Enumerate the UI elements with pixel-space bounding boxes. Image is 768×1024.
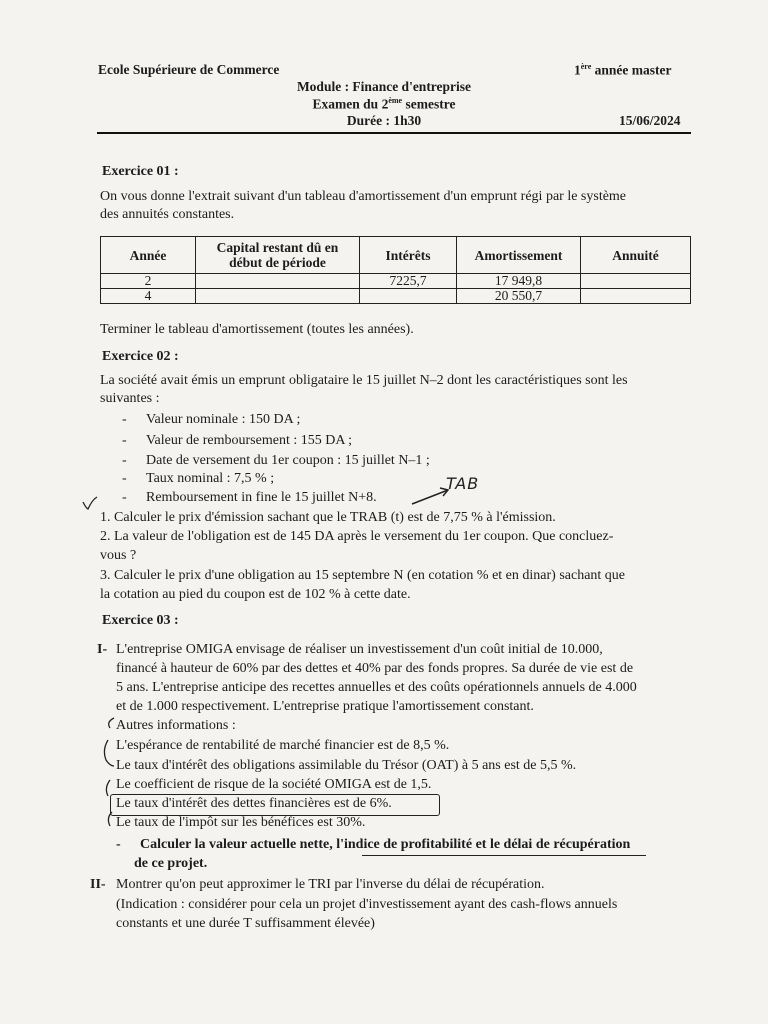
table-cell: [581, 289, 691, 304]
column-header-annuity: Annuité: [581, 237, 691, 274]
part-2-line-1: Montrer qu'on peut approximer le TRI par l'inverse du délai de récupération.: [116, 877, 545, 892]
table-row: [101, 289, 691, 304]
exercise-2-question-2-line-2: vous ?: [100, 548, 137, 563]
part-1-label: I-: [97, 642, 108, 657]
table-cell: 17 949,8: [457, 274, 581, 289]
table-cell: [360, 289, 457, 304]
header-divider: [97, 132, 691, 134]
table-cell: [196, 289, 360, 304]
exercise-2-question-3-line-2: la cotation au pied du coupon est de 102 % à cette date.: [100, 587, 411, 602]
table-header-row: [101, 237, 691, 274]
exercise-3-title: Exercice 03 :: [102, 613, 179, 628]
other-info-item: Le coefficient de risque de la société OMIGA est de 1,5.: [116, 777, 432, 792]
part-1-line: financé à hauteur de 60% par des dettes et 40% par des fonds propres. Sa durée de vie est de: [116, 661, 634, 676]
handwritten-bracket-icon: [98, 714, 120, 834]
part-2-label: II-: [90, 877, 106, 892]
other-info-item: Le taux d'intérêt des obligations assimilable du Trésor (OAT) à 5 ans est de 5,5 %.: [116, 758, 577, 773]
part-1-task-line-2: de ce projet.: [134, 856, 208, 871]
part-2-line-3: constants et une durée T suffisamment élevée): [116, 916, 375, 931]
exercise-2-question-2-line-1: 2. La valeur de l'obligation est de 145 DA après le versement du 1er coupon. Que concluez-: [100, 529, 614, 544]
part-2-line-2: (Indication : considérer pour cela un projet d'investissement ayant des cash-flows annuels: [116, 897, 618, 912]
table-cell: 7225,7: [360, 274, 457, 289]
part-1-line: 5 ans. L'entreprise anticipe des recettes annuelles et des coûts opérationnels annuels de 4.000: [116, 680, 637, 695]
level-label: 1ère année master: [574, 62, 672, 78]
table-cell: 4: [101, 289, 196, 304]
bond-characteristic-item: - Taux nominal : 7,5 % ;: [122, 471, 275, 486]
part-1-line: L'entreprise OMIGA envisage de réaliser un investissement d'un coût initial de 10.000,: [116, 642, 603, 657]
other-info-item: Le taux d'intérêt des dettes financières est de 6%.: [116, 796, 392, 811]
table-cell: 2: [101, 274, 196, 289]
bond-characteristic-item: - Valeur de remboursement : 155 DA ;: [122, 433, 353, 448]
exam-title: Examen du 2ème semestre: [312, 96, 456, 112]
checkmark-icon: [80, 494, 100, 514]
bond-characteristic-item: - Date de versement du 1er coupon : 15 juillet N–1 ;: [122, 453, 430, 468]
exercise-2-intro-line-2: suivantes :: [100, 391, 160, 406]
handwritten-underline: [362, 855, 646, 856]
column-header-year: Année: [101, 237, 196, 274]
part-1-line: et de 1.000 respectivement. L'entreprise pratique l'amortissement constant.: [116, 699, 534, 714]
bond-characteristic-item: - Remboursement in fine le 15 juillet N+8.: [122, 490, 377, 505]
column-header-amortization: Amortissement: [457, 237, 581, 274]
other-info-item: Le taux de l'impôt sur les bénéfices est 30%.: [116, 815, 366, 830]
exam-duration: Durée : 1h30: [346, 113, 422, 128]
table-row: [101, 274, 691, 289]
module-title: Module : Finance d'entreprise: [296, 79, 472, 94]
exercise-2-intro-line-1: La société avait émis un emprunt obligataire le 15 juillet N–2 dont les caractéristiques sont les: [100, 373, 628, 388]
exercise-1-task: Terminer le tableau d'amortissement (toutes les années).: [100, 322, 414, 337]
other-info-item: L'espérance de rentabilité de marché financier est de 8,5 %.: [116, 738, 450, 753]
other-info-title: Autres informations :: [116, 718, 236, 733]
exercise-1-intro-line-1: On vous donne l'extrait suivant d'un tableau d'amortissement d'un emprunt régi par le système: [100, 189, 627, 204]
column-header-capital: Capital restant dû en début de période: [196, 237, 360, 274]
table-cell: [581, 274, 691, 289]
handwritten-note: TAB: [446, 474, 480, 493]
exercise-1-intro-line-2: des annuités constantes.: [100, 207, 235, 222]
amortization-table: [100, 236, 691, 304]
exercise-2-question-1: 1. Calculer le prix d'émission sachant que le TRAB (t) est de 7,75 % à l'émission.: [100, 510, 556, 525]
exercise-2-title: Exercice 02 :: [102, 349, 179, 364]
exercise-1-title: Exercice 01 :: [102, 164, 179, 179]
school-name: Ecole Supérieure de Commerce: [98, 62, 280, 77]
column-header-interest: Intérêts: [360, 237, 457, 274]
bond-characteristic-item: - Valeur nominale : 150 DA ;: [122, 412, 301, 427]
exam-date: 15/06/2024: [619, 113, 681, 128]
table-cell: [196, 274, 360, 289]
handwritten-box: [110, 794, 440, 816]
exercise-2-question-3-line-1: 3. Calculer le prix d'une obligation au 15 septembre N (en cotation % et en dinar) sachant que: [100, 568, 626, 583]
part-1-task-line-1: - Calculer la valeur actuelle nette, l'indice de profitabilité et le délai de récupération: [116, 837, 631, 852]
table-cell: 20 550,7: [457, 289, 581, 304]
